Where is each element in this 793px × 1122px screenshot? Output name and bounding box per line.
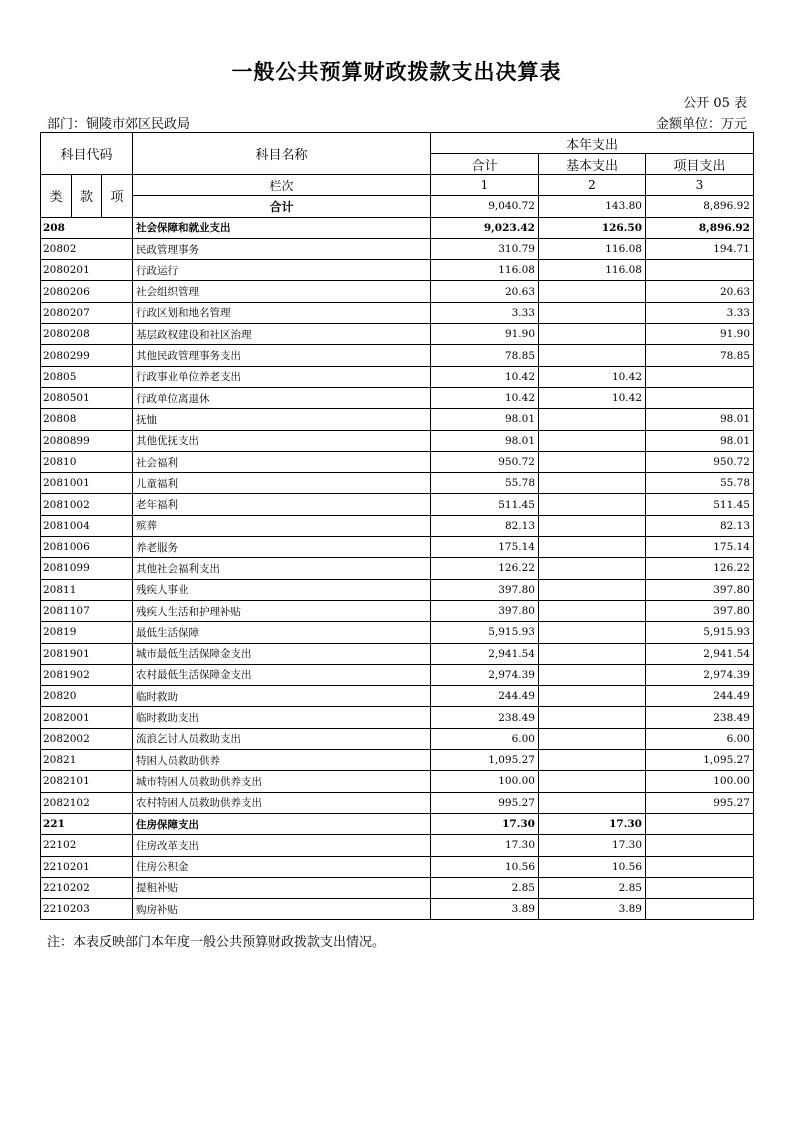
basic-cell — [539, 771, 646, 792]
subject-code-cell: 2080208 — [41, 324, 133, 345]
table-row — [41, 686, 754, 707]
table-row — [41, 622, 754, 643]
header-xiang: 项 — [102, 175, 133, 218]
project-cell — [646, 856, 754, 877]
basic-cell — [539, 281, 646, 302]
subject-name-cell: 基层政权建设和社区治理 — [133, 324, 431, 345]
subject-name-cell: 住房保障支出 — [133, 813, 431, 834]
project-cell: 397.80 — [646, 579, 754, 600]
basic-cell — [539, 686, 646, 707]
basic-cell — [539, 750, 646, 771]
subject-name-cell: 残疾人事业 — [133, 579, 431, 600]
basic-cell: 10.56 — [539, 856, 646, 877]
subject-name-cell: 住房公积金 — [133, 856, 431, 877]
subject-name-cell: 临时救助 — [133, 686, 431, 707]
table-row — [41, 558, 754, 579]
subject-name-cell: 行政运行 — [133, 260, 431, 281]
project-cell — [646, 899, 754, 920]
column-number-2: 2 — [539, 175, 646, 196]
subject-code-cell: 20811 — [41, 579, 133, 600]
table-row — [41, 600, 754, 621]
total-row-total: 9,040.72 — [431, 196, 539, 217]
total-cell: 238.49 — [431, 707, 539, 728]
basic-cell — [539, 707, 646, 728]
basic-cell — [539, 409, 646, 430]
header-project: 项目支出 — [646, 154, 754, 175]
total-cell: 17.30 — [431, 835, 539, 856]
table-row — [41, 835, 754, 856]
total-cell: 10.42 — [431, 366, 539, 387]
total-cell: 98.01 — [431, 409, 539, 430]
subject-code-cell: 2080899 — [41, 430, 133, 451]
subject-code-cell: 20819 — [41, 622, 133, 643]
subject-code-cell: 2082101 — [41, 771, 133, 792]
subject-code-cell: 20808 — [41, 409, 133, 430]
project-cell: 20.63 — [646, 281, 754, 302]
subject-name-cell: 城市最低生活保障金支出 — [133, 643, 431, 664]
table-row — [41, 899, 754, 920]
project-cell — [646, 366, 754, 387]
total-cell: 3.89 — [431, 899, 539, 920]
basic-cell: 10.42 — [539, 387, 646, 408]
total-cell: 10.42 — [431, 387, 539, 408]
subject-code-cell: 2210201 — [41, 856, 133, 877]
table-row — [41, 345, 754, 366]
project-cell: 5,915.93 — [646, 622, 754, 643]
subject-name-cell: 殡葬 — [133, 515, 431, 536]
page-title: 一般公共预算财政拨款支出决算表 — [231, 60, 562, 84]
subject-code-cell: 2081902 — [41, 664, 133, 685]
subject-code-cell: 2080501 — [41, 387, 133, 408]
total-cell: 82.13 — [431, 515, 539, 536]
total-cell: 995.27 — [431, 792, 539, 813]
total-cell: 3.33 — [431, 302, 539, 323]
table-row — [41, 771, 754, 792]
total-cell: 100.00 — [431, 771, 539, 792]
basic-cell — [539, 302, 646, 323]
project-cell: 98.01 — [646, 409, 754, 430]
subject-name-cell: 社会组织管理 — [133, 281, 431, 302]
subject-code-cell: 2081099 — [41, 558, 133, 579]
table-row — [41, 728, 754, 749]
table-row — [41, 643, 754, 664]
table-row — [41, 260, 754, 281]
footnote: 注：本表反映部门本年度一般公共预算财政拨款支出情况。 — [47, 935, 386, 950]
project-cell — [646, 260, 754, 281]
subject-code-cell: 20802 — [41, 238, 133, 259]
basic-cell — [539, 451, 646, 472]
project-cell: 55.78 — [646, 473, 754, 494]
table-row — [41, 409, 754, 430]
subject-name-cell: 城市特困人员救助供养支出 — [133, 771, 431, 792]
subject-name-cell: 行政区划和地名管理 — [133, 302, 431, 323]
subject-code-cell: 2210202 — [41, 877, 133, 898]
basic-cell — [539, 494, 646, 515]
subject-name-cell: 残疾人生活和护理补贴 — [133, 600, 431, 621]
project-cell: 82.13 — [646, 515, 754, 536]
department-label: 部门：铜陵市郊区民政局 — [47, 117, 191, 132]
project-cell — [646, 877, 754, 898]
column-number-3: 3 — [646, 175, 754, 196]
project-cell: 98.01 — [646, 430, 754, 451]
subject-code-cell: 2081107 — [41, 600, 133, 621]
basic-cell — [539, 664, 646, 685]
subject-name-cell: 其他民政管理事务支出 — [133, 345, 431, 366]
subject-name-cell: 行政单位离退休 — [133, 387, 431, 408]
header-year-expense: 本年支出 — [431, 133, 754, 154]
subject-name-cell: 行政事业单位养老支出 — [133, 366, 431, 387]
subject-code-cell: 2080206 — [41, 281, 133, 302]
basic-cell — [539, 579, 646, 600]
subject-code-cell: 20821 — [41, 750, 133, 771]
basic-cell: 17.30 — [539, 813, 646, 834]
total-row-basic: 143.80 — [539, 196, 646, 217]
basic-cell: 17.30 — [539, 835, 646, 856]
subject-code-cell: 2081006 — [41, 537, 133, 558]
project-cell: 78.85 — [646, 345, 754, 366]
basic-cell: 3.89 — [539, 899, 646, 920]
basic-cell — [539, 622, 646, 643]
basic-cell — [539, 792, 646, 813]
basic-cell — [539, 515, 646, 536]
subject-name-cell: 购房补贴 — [133, 899, 431, 920]
total-cell: 116.08 — [431, 260, 539, 281]
table-body — [41, 217, 754, 920]
table-row — [41, 877, 754, 898]
basic-cell — [539, 324, 646, 345]
total-cell: 2,974.39 — [431, 664, 539, 685]
project-cell: 194.71 — [646, 238, 754, 259]
expense-table — [40, 132, 754, 920]
table-row — [41, 813, 754, 834]
project-cell: 397.80 — [646, 600, 754, 621]
table-row — [41, 451, 754, 472]
project-cell — [646, 387, 754, 408]
subject-code-cell: 2080299 — [41, 345, 133, 366]
project-cell: 6.00 — [646, 728, 754, 749]
subject-code-cell: 20820 — [41, 686, 133, 707]
subject-name-cell: 社会福利 — [133, 451, 431, 472]
total-cell: 98.01 — [431, 430, 539, 451]
total-cell: 20.63 — [431, 281, 539, 302]
table-row — [41, 238, 754, 259]
subject-name-cell: 社会保障和就业支出 — [133, 217, 431, 238]
total-cell: 397.80 — [431, 579, 539, 600]
header-kuan: 款 — [72, 175, 102, 218]
total-cell: 511.45 — [431, 494, 539, 515]
total-cell: 10.56 — [431, 856, 539, 877]
subject-name-cell: 最低生活保障 — [133, 622, 431, 643]
basic-cell — [539, 473, 646, 494]
basic-cell — [539, 600, 646, 621]
subject-code-cell: 2082001 — [41, 707, 133, 728]
basic-cell — [539, 345, 646, 366]
table-row — [41, 707, 754, 728]
project-cell: 1,095.27 — [646, 750, 754, 771]
project-cell — [646, 813, 754, 834]
header-total: 合计 — [431, 154, 539, 175]
header-lanci: 栏次 — [133, 175, 431, 196]
table-row — [41, 324, 754, 345]
subject-code-cell: 20805 — [41, 366, 133, 387]
total-cell: 950.72 — [431, 451, 539, 472]
table-row — [41, 430, 754, 451]
project-cell: 8,896.92 — [646, 217, 754, 238]
project-cell: 950.72 — [646, 451, 754, 472]
project-cell: 995.27 — [646, 792, 754, 813]
header-subject-name: 科目名称 — [133, 133, 431, 175]
form-number: 公开 05 表 — [683, 96, 747, 111]
header-subject-code: 科目代码 — [41, 133, 133, 175]
project-cell: 3.33 — [646, 302, 754, 323]
table-row — [41, 856, 754, 877]
subject-name-cell: 特困人员救助供养 — [133, 750, 431, 771]
project-cell: 2,974.39 — [646, 664, 754, 685]
basic-cell — [539, 558, 646, 579]
subject-name-cell: 提租补贴 — [133, 877, 431, 898]
basic-cell — [539, 643, 646, 664]
total-cell: 91.90 — [431, 324, 539, 345]
subject-name-cell: 民政管理事务 — [133, 238, 431, 259]
project-cell: 91.90 — [646, 324, 754, 345]
subject-name-cell: 其他优抚支出 — [133, 430, 431, 451]
total-cell: 2,941.54 — [431, 643, 539, 664]
subject-name-cell: 老年福利 — [133, 494, 431, 515]
total-cell: 55.78 — [431, 473, 539, 494]
subject-name-cell: 抚恤 — [133, 409, 431, 430]
subject-name-cell: 农村最低生活保障金支出 — [133, 664, 431, 685]
unit-label: 金额单位：万元 — [655, 117, 747, 132]
total-cell: 310.79 — [431, 238, 539, 259]
subject-code-cell: 20810 — [41, 451, 133, 472]
project-cell: 175.14 — [646, 537, 754, 558]
project-cell: 238.49 — [646, 707, 754, 728]
basic-cell — [539, 430, 646, 451]
header-basic: 基本支出 — [539, 154, 646, 175]
subject-code-cell: 2080207 — [41, 302, 133, 323]
subject-name-cell: 临时救助支出 — [133, 707, 431, 728]
basic-cell — [539, 728, 646, 749]
total-row-label: 合计 — [133, 196, 431, 217]
total-cell: 9,023.42 — [431, 217, 539, 238]
subject-code-cell: 2081001 — [41, 473, 133, 494]
table-row — [41, 494, 754, 515]
total-cell: 175.14 — [431, 537, 539, 558]
table-row — [41, 792, 754, 813]
subject-code-cell: 22102 — [41, 835, 133, 856]
total-cell: 244.49 — [431, 686, 539, 707]
basic-cell: 126.50 — [539, 217, 646, 238]
table-row — [41, 473, 754, 494]
project-cell: 244.49 — [646, 686, 754, 707]
total-cell: 2.85 — [431, 877, 539, 898]
table-row — [41, 579, 754, 600]
total-cell: 17.30 — [431, 813, 539, 834]
total-cell: 397.80 — [431, 600, 539, 621]
basic-cell: 116.08 — [539, 260, 646, 281]
subject-name-cell: 儿童福利 — [133, 473, 431, 494]
basic-cell: 10.42 — [539, 366, 646, 387]
subject-name-cell: 住房改革支出 — [133, 835, 431, 856]
table-row — [41, 750, 754, 771]
column-number-1: 1 — [431, 175, 539, 196]
total-cell: 6.00 — [431, 728, 539, 749]
header-lei: 类 — [41, 175, 72, 218]
subject-code-cell: 2082102 — [41, 792, 133, 813]
table-row — [41, 387, 754, 408]
subject-code-cell: 2082002 — [41, 728, 133, 749]
table-row — [41, 537, 754, 558]
subject-name-cell: 养老服务 — [133, 537, 431, 558]
subject-name-cell: 农村特困人员救助供养支出 — [133, 792, 431, 813]
basic-cell: 116.08 — [539, 238, 646, 259]
subject-code-cell: 2081002 — [41, 494, 133, 515]
subject-code-cell: 2081901 — [41, 643, 133, 664]
project-cell: 511.45 — [646, 494, 754, 515]
total-cell: 78.85 — [431, 345, 539, 366]
total-cell: 1,095.27 — [431, 750, 539, 771]
table-row — [41, 217, 754, 238]
table-row — [41, 515, 754, 536]
project-cell — [646, 835, 754, 856]
subject-code-cell: 2080201 — [41, 260, 133, 281]
subject-name-cell: 流浪乞讨人员救助支出 — [133, 728, 431, 749]
subject-code-cell: 208 — [41, 217, 133, 238]
subject-code-cell: 2081004 — [41, 515, 133, 536]
total-cell: 5,915.93 — [431, 622, 539, 643]
subject-code-cell: 221 — [41, 813, 133, 834]
subject-code-cell: 2210203 — [41, 899, 133, 920]
project-cell: 100.00 — [646, 771, 754, 792]
table-row — [41, 281, 754, 302]
table-row — [41, 302, 754, 323]
total-cell: 126.22 — [431, 558, 539, 579]
total-row-project: 8,896.92 — [646, 196, 754, 217]
table-row — [41, 366, 754, 387]
table-row — [41, 664, 754, 685]
basic-cell: 2.85 — [539, 877, 646, 898]
project-cell: 2,941.54 — [646, 643, 754, 664]
project-cell: 126.22 — [646, 558, 754, 579]
basic-cell — [539, 537, 646, 558]
subject-name-cell: 其他社会福利支出 — [133, 558, 431, 579]
